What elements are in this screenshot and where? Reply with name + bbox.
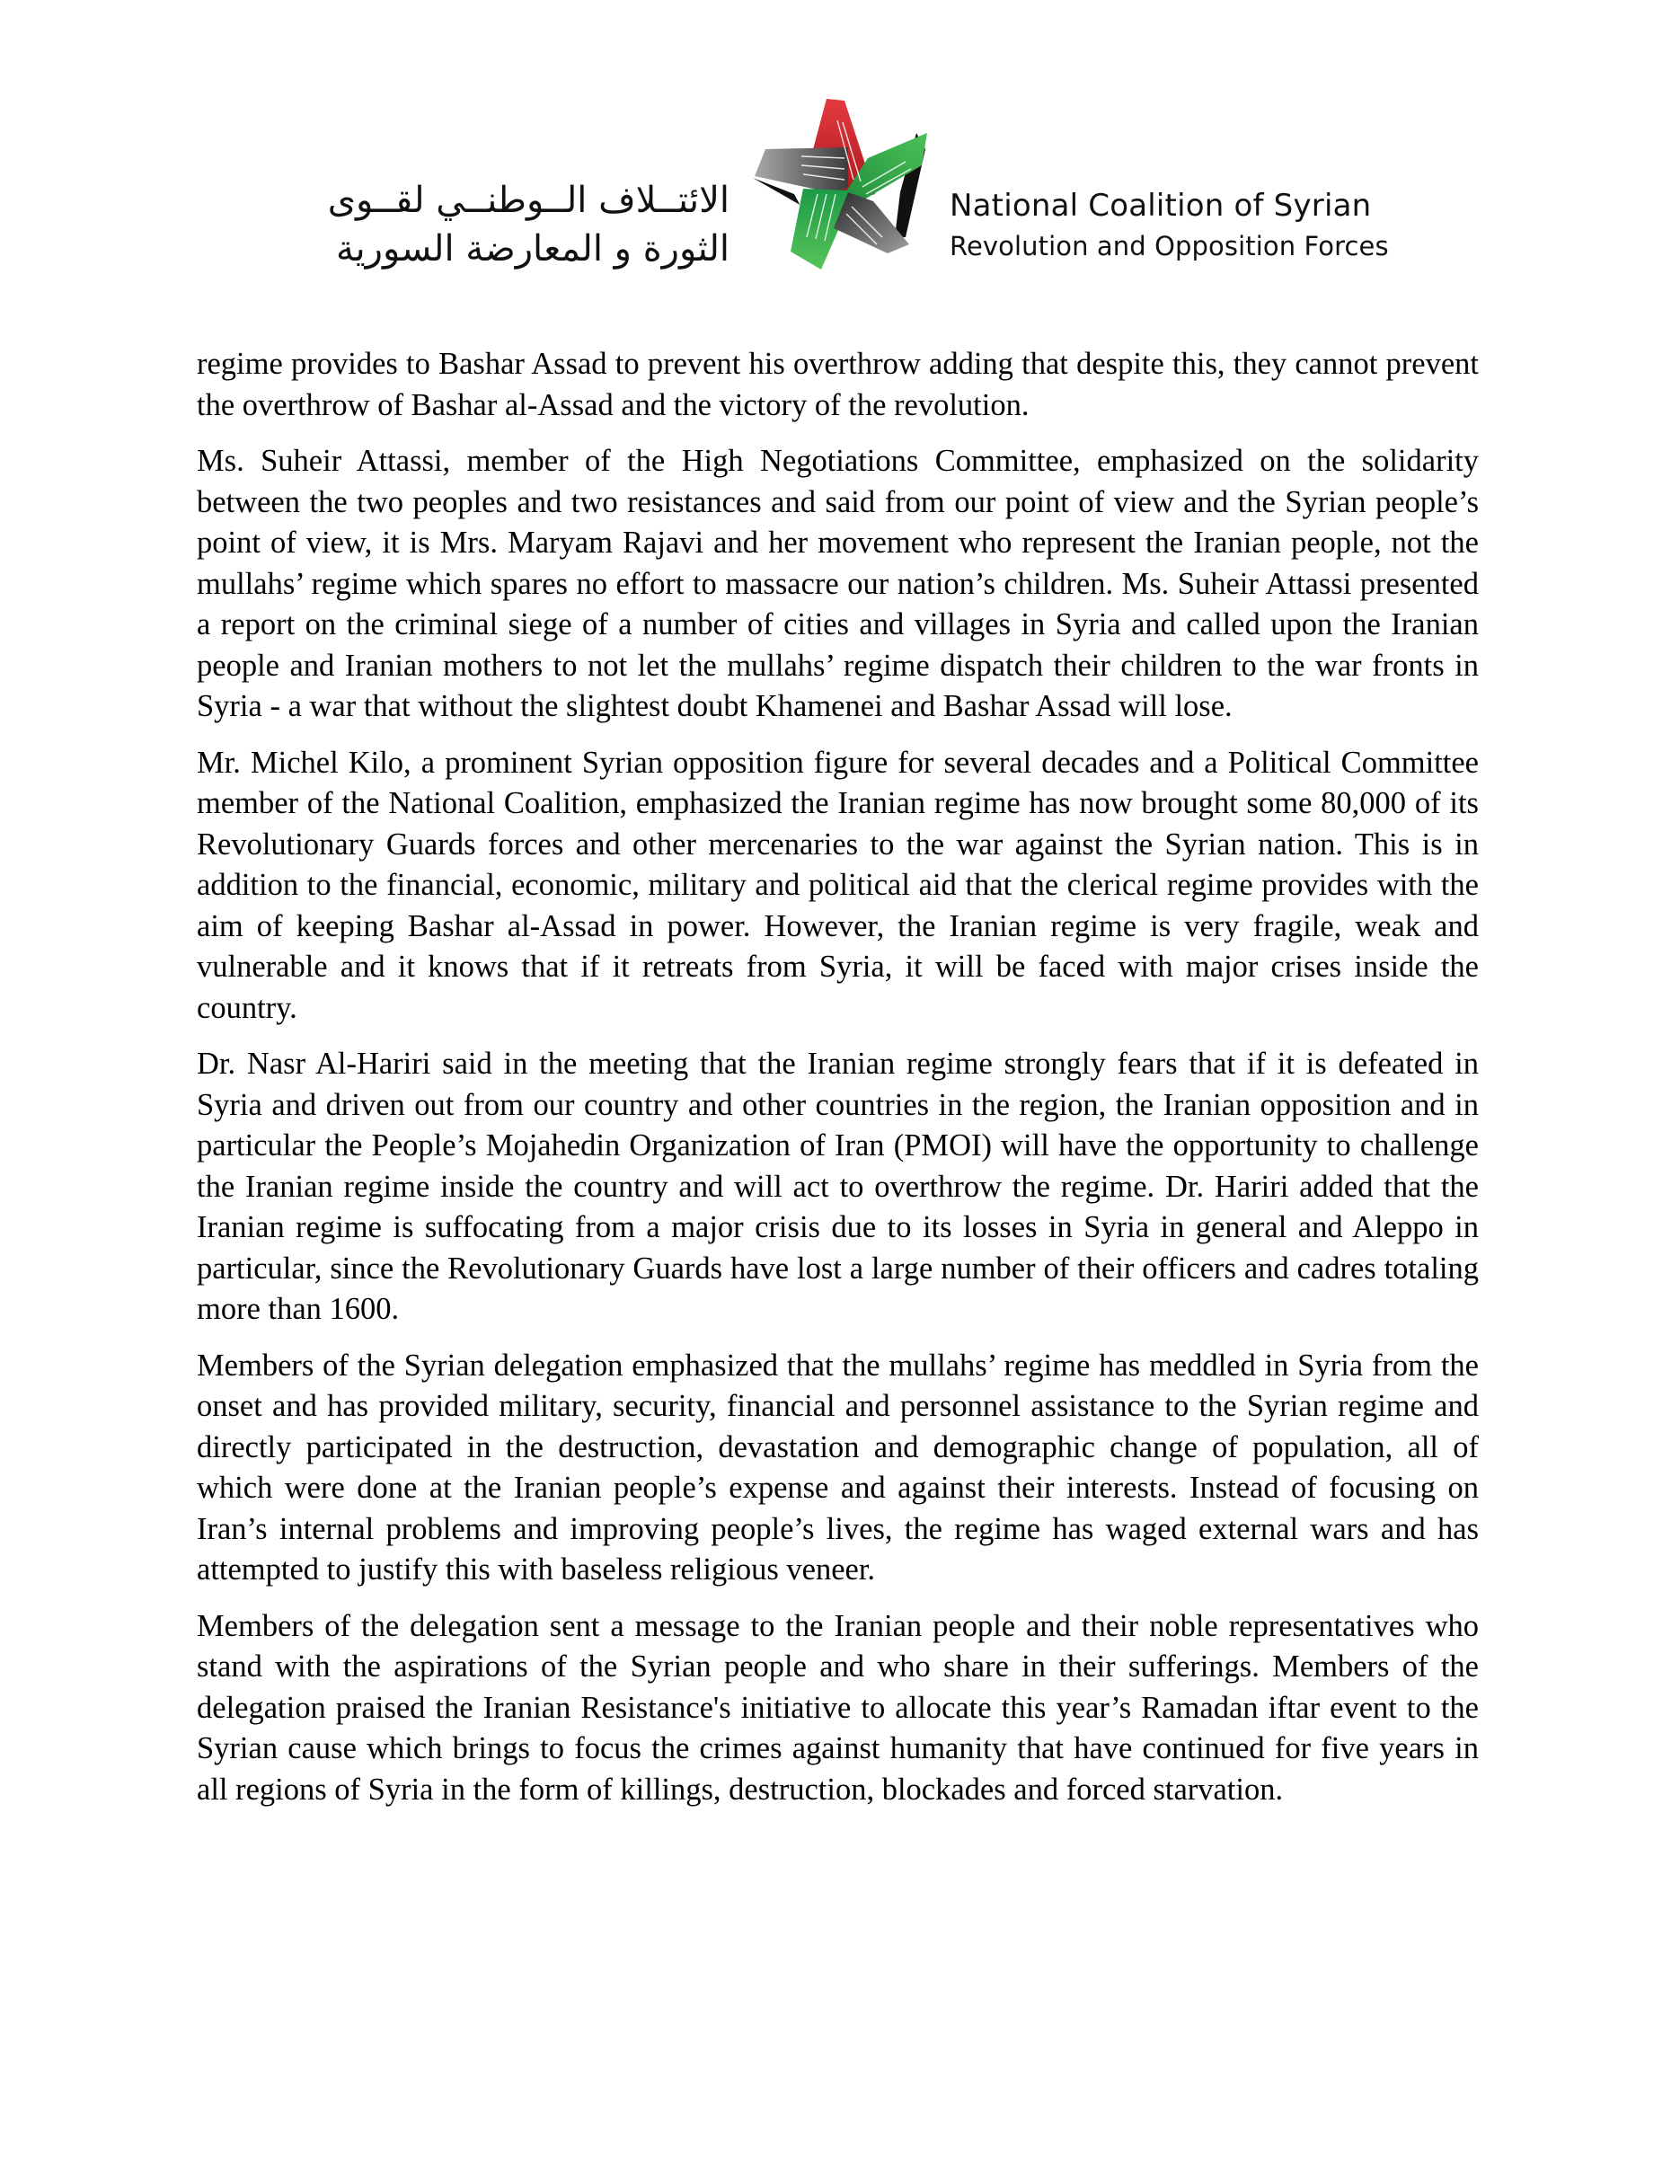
arabic-name-line-2: الثورة و المعارضة السورية — [336, 228, 729, 270]
arabic-organization-name — [328, 176, 729, 273]
paragraph: Dr. Nasr Al-Hariri said in the meeting that the Iranian regime strongly fears that if it is defeated in Syria and driven out from our country and other countries in the region, the Iranian opposition and in particular the People’s Mojahedin Organization of Iran (PMOI) will have the opportunity to challenge the Iranian regime inside the country and will act to overthrow the regime. Dr. Hariri added that the Iranian regime is suffocating from a major crisis due to its losses in Syria in general and Aleppo in particular, since the Revolutionary Guards have lost a large number of their officers and cadres totaling more than 1600. — [197, 1047, 1479, 1326]
document-body — [197, 344, 1479, 1826]
letterhead — [0, 0, 1680, 296]
paragraph: Ms. Suheir Attassi, member of the High Negotiations Committee, emphasized on the solidarity between the two peoples and two resistances and said from our point of view and the Syrian people’s point of view, it is Mrs. Maryam Rajavi and her movement who represent the Iranian people, not the mullahs’ regime which spares no effort to massacre our nation’s children. Ms. Suheir Attassi presented a report on the criminal siege of a number of cities and villages in Syria and called upon the Iranian people and Iranian mothers to not let the mullahs’ regime dispatch their children to the war fronts in Syria - a war that without the slightest doubt Khamenei and Bashar Assad will lose. — [197, 444, 1479, 723]
english-name-line-2: Revolution and Opposition Forces — [950, 231, 1389, 261]
arabic-name-line-1: الائتــلاف الــوطنــي لقــوى — [327, 180, 729, 221]
paragraph: Members of the delegation sent a message to the Iranian people and their noble representatives who stand with the aspirations of the Syrian people and who share in their sufferings. Members of the delegation praised the Iranian Resistance's initiative to allocate this year’s Ramadan iftar event to the Syrian cause which brings to focus the crimes against humanity that have continued for five years in all regions of Syria in the form of killings, destruction, blockades and forced starvation. — [197, 1608, 1479, 1807]
paragraph: Members of the Syrian delegation emphasized that the mullahs’ regime has meddled in Syria from the onset and has provided military, security, financial and personnel assistance to the Syrian regime and directly participated in the destruction, devastation and demographic change of population, all of which were done at the Iranian people’s expense and against their interests. Instead of focusing on Iran’s internal problems and improving people’s lives, the regime has waged external wars and has attempted to justify this with baseless religious veneer. — [197, 1348, 1479, 1587]
english-organization-name — [950, 185, 1389, 266]
paragraph: regime provides to Bashar Assad to prevent his overthrow adding that despite this, they cannot prevent the overthrow of Bashar al-Assad and the victory of the revolution. — [197, 347, 1479, 422]
folded-ribbon-star-icon — [747, 93, 933, 275]
english-name-line-1: National Coalition of Syrian — [950, 188, 1372, 224]
paragraph: Mr. Michel Kilo, a prominent Syrian opposition figure for several decades and a Political Committee member of the National Coalition, emphasized the Iranian regime has now brought some 80,000 of its Revolutionary Guards forces and other mercenaries to the war against the Syrian nation. This is in addition to the financial, economic, military and political aid that the clerical regime provides with the aim of keeping Bashar al-Assad in power. However, the Iranian regime is very fragile, weak and vulnerable and it knows that if it retreats from Syria, it will be faced with major crises inside the country. — [197, 745, 1479, 1025]
